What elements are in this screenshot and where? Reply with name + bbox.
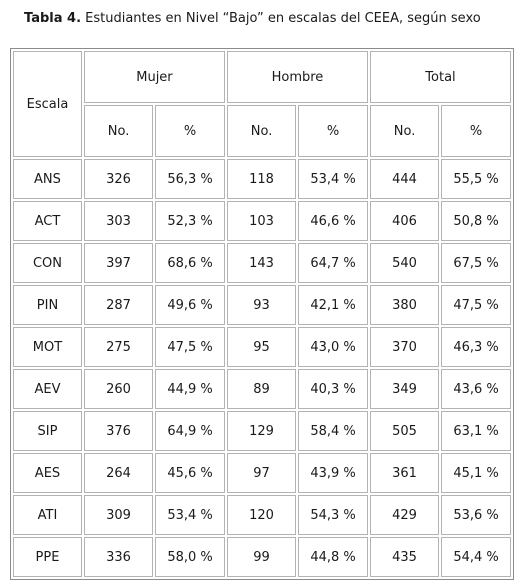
- cell-total-no: 370: [370, 327, 439, 367]
- table-row: [13, 285, 511, 325]
- table-row: [13, 243, 511, 283]
- cell-mujer-pct: 58,0 %: [155, 537, 225, 577]
- cell-total-pct: 55,5 %: [441, 159, 511, 199]
- table-caption: [24, 11, 481, 26]
- header-sub-total-pct: %: [441, 105, 511, 157]
- cell-mujer-pct: 45,6 %: [155, 453, 225, 493]
- cell-mujer-pct: 53,4 %: [155, 495, 225, 535]
- cell-escala: PPE: [13, 537, 82, 577]
- cell-escala: ATI: [13, 495, 82, 535]
- table-row: [13, 159, 511, 199]
- header-sub-total-no: No.: [370, 105, 439, 157]
- cell-mujer-no: 326: [84, 159, 153, 199]
- cell-hombre-no: 103: [227, 201, 296, 241]
- cell-hombre-pct: 40,3 %: [298, 369, 368, 409]
- cell-hombre-no: 89: [227, 369, 296, 409]
- cell-escala: ACT: [13, 201, 82, 241]
- cell-total-pct: 53,6 %: [441, 495, 511, 535]
- cell-hombre-pct: 64,7 %: [298, 243, 368, 283]
- table-row: [13, 411, 511, 451]
- cell-total-no: 435: [370, 537, 439, 577]
- cell-total-no: 444: [370, 159, 439, 199]
- cell-mujer-pct: 68,6 %: [155, 243, 225, 283]
- table-row: [13, 537, 511, 577]
- cell-mujer-no: 309: [84, 495, 153, 535]
- cell-hombre-no: 93: [227, 285, 296, 325]
- cell-hombre-no: 129: [227, 411, 296, 451]
- header-group-mujer: Mujer: [84, 51, 225, 103]
- cell-mujer-no: 336: [84, 537, 153, 577]
- header-row-sub: [13, 105, 511, 157]
- cell-total-pct: 46,3 %: [441, 327, 511, 367]
- cell-escala: CON: [13, 243, 82, 283]
- cell-mujer-no: 376: [84, 411, 153, 451]
- cell-hombre-no: 99: [227, 537, 296, 577]
- cell-total-pct: 47,5 %: [441, 285, 511, 325]
- cell-total-no: 380: [370, 285, 439, 325]
- cell-escala: PIN: [13, 285, 82, 325]
- cell-hombre-pct: 46,6 %: [298, 201, 368, 241]
- cell-mujer-pct: 47,5 %: [155, 327, 225, 367]
- cell-mujer-no: 287: [84, 285, 153, 325]
- table-row: [13, 495, 511, 535]
- cell-mujer-pct: 52,3 %: [155, 201, 225, 241]
- cell-hombre-pct: 54,3 %: [298, 495, 368, 535]
- cell-total-no: 349: [370, 369, 439, 409]
- cell-mujer-pct: 44,9 %: [155, 369, 225, 409]
- table-header: [13, 51, 511, 157]
- cell-mujer-no: 275: [84, 327, 153, 367]
- header-sub-mujer-no: No.: [84, 105, 153, 157]
- cell-escala: SIP: [13, 411, 82, 451]
- cell-hombre-no: 118: [227, 159, 296, 199]
- cell-total-no: 505: [370, 411, 439, 451]
- cell-total-pct: 63,1 %: [441, 411, 511, 451]
- table-row: [13, 453, 511, 493]
- cell-hombre-pct: 44,8 %: [298, 537, 368, 577]
- caption-label: Tabla 4.: [24, 11, 82, 26]
- table-body: [13, 159, 511, 577]
- data-table: [10, 48, 514, 580]
- header-sub-hombre-no: No.: [227, 105, 296, 157]
- caption-text: Estudiantes en Nivel “Bajo” en escalas del CEEA, según sexo: [81, 11, 481, 26]
- cell-total-pct: 50,8 %: [441, 201, 511, 241]
- cell-mujer-no: 303: [84, 201, 153, 241]
- header-group-total: Total: [370, 51, 511, 103]
- cell-total-pct: 45,1 %: [441, 453, 511, 493]
- cell-hombre-pct: 42,1 %: [298, 285, 368, 325]
- cell-escala: AEV: [13, 369, 82, 409]
- header-sub-hombre-pct: %: [298, 105, 368, 157]
- cell-hombre-pct: 58,4 %: [298, 411, 368, 451]
- header-sub-mujer-pct: %: [155, 105, 225, 157]
- table-row: [13, 327, 511, 367]
- cell-total-no: 540: [370, 243, 439, 283]
- cell-mujer-no: 264: [84, 453, 153, 493]
- cell-mujer-pct: 49,6 %: [155, 285, 225, 325]
- cell-total-no: 429: [370, 495, 439, 535]
- cell-hombre-no: 143: [227, 243, 296, 283]
- cell-total-pct: 67,5 %: [441, 243, 511, 283]
- cell-mujer-no: 397: [84, 243, 153, 283]
- cell-hombre-no: 95: [227, 327, 296, 367]
- header-row-groups: [13, 51, 511, 103]
- cell-total-pct: 43,6 %: [441, 369, 511, 409]
- cell-escala: MOT: [13, 327, 82, 367]
- header-escala: Escala: [13, 51, 82, 157]
- cell-hombre-pct: 53,4 %: [298, 159, 368, 199]
- cell-escala: AES: [13, 453, 82, 493]
- header-group-hombre: Hombre: [227, 51, 368, 103]
- cell-total-no: 361: [370, 453, 439, 493]
- cell-hombre-no: 120: [227, 495, 296, 535]
- cell-mujer-pct: 64,9 %: [155, 411, 225, 451]
- cell-mujer-pct: 56,3 %: [155, 159, 225, 199]
- cell-hombre-pct: 43,0 %: [298, 327, 368, 367]
- table-row: [13, 369, 511, 409]
- cell-total-no: 406: [370, 201, 439, 241]
- cell-hombre-no: 97: [227, 453, 296, 493]
- cell-hombre-pct: 43,9 %: [298, 453, 368, 493]
- cell-mujer-no: 260: [84, 369, 153, 409]
- cell-total-pct: 54,4 %: [441, 537, 511, 577]
- cell-escala: ANS: [13, 159, 82, 199]
- table-row: [13, 201, 511, 241]
